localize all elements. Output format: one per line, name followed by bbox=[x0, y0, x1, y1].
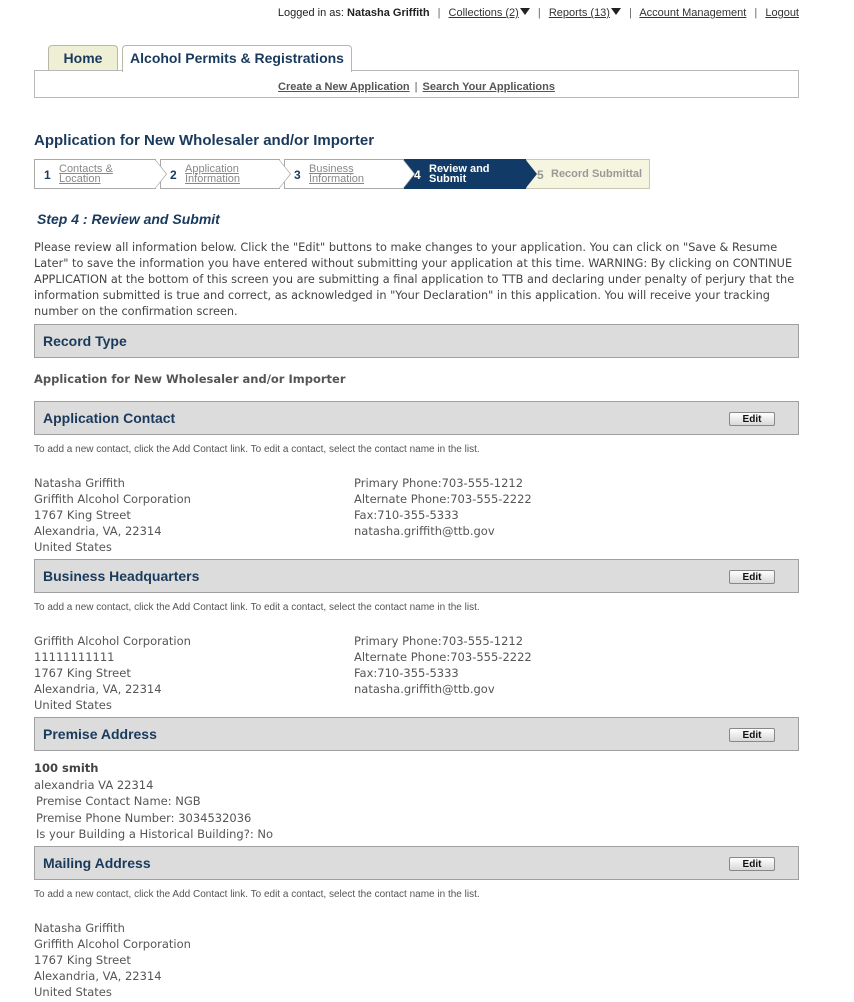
step-label: Application Information bbox=[185, 163, 241, 185]
create-application-link[interactable]: Create a New Application bbox=[278, 81, 410, 93]
step-heading: Step 4 : Review and Submit bbox=[37, 211, 220, 227]
premise-address-details bbox=[34, 760, 273, 843]
step-label: Review and Submit bbox=[429, 163, 490, 185]
step-contacts-location[interactable] bbox=[34, 159, 156, 189]
section-title: Application Contact bbox=[43, 410, 176, 426]
search-applications-link[interactable]: Search Your Applications bbox=[422, 81, 555, 93]
tab-alcohol-permits[interactable]: Alcohol Permits & Registrations bbox=[122, 45, 352, 72]
reports-link[interactable]: Reports (13) bbox=[548, 7, 610, 19]
mailing-address: Natasha Griffith Griffith Alcohol Corporation 1767 King Street Alexandria, VA, 22314 United States bbox=[34, 921, 191, 999]
contact-phones: Primary Phone:703-555-1212 Alternate Phone:703-555-2222 Fax:710-355-5333 natasha.griffith@ttb.gov bbox=[354, 476, 532, 538]
step-number: 2 bbox=[170, 168, 177, 182]
premise-address-header bbox=[34, 717, 799, 751]
hq-phones: Primary Phone:703-555-1212 Alternate Phone:703-555-2222 Fax:710-355-5333 natasha.griffith@ttb.gov bbox=[354, 634, 532, 696]
contact-address: Natasha Griffith Griffith Alcohol Corporation 1767 King Street Alexandria, VA, 22314 United States bbox=[34, 476, 191, 554]
record-type-value: Application for New Wholesaler and/or Importer bbox=[34, 372, 346, 386]
step-label: Record Submittal bbox=[551, 168, 643, 180]
step-number: 3 bbox=[294, 168, 301, 182]
edit-mailing-address-button[interactable]: Edit bbox=[729, 857, 775, 871]
edit-premise-address-button[interactable]: Edit bbox=[729, 728, 775, 742]
application-contact-header bbox=[34, 401, 799, 435]
premise-city: alexandria VA 22314 bbox=[34, 777, 154, 792]
section-title: Record Type bbox=[43, 333, 127, 349]
section-title: Business Headquarters bbox=[43, 568, 200, 584]
collections-link[interactable]: Collections (2) bbox=[448, 7, 519, 19]
business-headquarters-header bbox=[34, 559, 799, 593]
sub-navigation: Create a New Application | Search Your Applications bbox=[34, 70, 799, 98]
section-title: Premise Address bbox=[43, 726, 157, 742]
section-title: Mailing Address bbox=[43, 855, 151, 871]
user-name: Natasha Griffith bbox=[347, 7, 430, 19]
logged-in-label: Logged in as: bbox=[277, 7, 344, 19]
help-text: To add a new contact, click the Add Contact link. To edit a contact, select the contact name in the list. bbox=[34, 602, 480, 613]
reports-dropdown-icon[interactable] bbox=[611, 8, 621, 15]
step-record-submittal bbox=[526, 159, 650, 189]
record-type-header bbox=[34, 324, 799, 358]
tab-home[interactable]: Home bbox=[48, 45, 118, 71]
premise-contact-name: Premise Contact Name: NGB bbox=[36, 794, 201, 808]
step-application-information[interactable] bbox=[160, 159, 280, 189]
premise-phone: Premise Phone Number: 3034532036 bbox=[36, 810, 252, 825]
step-number: 5 bbox=[537, 168, 544, 182]
step-business-information[interactable] bbox=[284, 159, 404, 189]
help-text: To add a new contact, click the Add Contact link. To edit a contact, select the contact name in the list. bbox=[34, 889, 480, 900]
step-label: Business Information bbox=[309, 163, 365, 185]
edit-business-headquarters-button[interactable]: Edit bbox=[729, 570, 775, 584]
step-arrow-icon bbox=[525, 159, 537, 189]
page-title: Application for New Wholesaler and/or Importer bbox=[34, 132, 375, 149]
user-toolbar: Logged in as: Natasha Griffith | Collections (2) | Reports (13) | Account Management | Logout bbox=[277, 7, 799, 19]
premise-historical: Is your Building a Historical Building?: No bbox=[36, 827, 274, 841]
step-number: 1 bbox=[44, 168, 51, 182]
mailing-address-header bbox=[34, 846, 799, 880]
premise-street: 100 smith bbox=[34, 761, 99, 775]
hq-address: Griffith Alcohol Corporation 11111111111 1767 King Street Alexandria, VA, 22314 United States bbox=[34, 634, 191, 712]
step-number: 4 bbox=[414, 168, 421, 182]
step-review-submit-current bbox=[404, 159, 526, 189]
collections-dropdown-icon[interactable] bbox=[520, 8, 530, 15]
logout-link[interactable]: Logout bbox=[765, 7, 799, 19]
help-text: To add a new contact, click the Add Contact link. To edit a contact, select the contact name in the list. bbox=[34, 444, 480, 455]
instructions-text: Please review all information below. Click the "Edit" buttons to make changes to your application. You can click on "Save & Resume Later" to save the information you have entered without submitting your application at this time. WARNING: By clicking on CONTINUE APPLICATION at the bottom of this screen you are submitting a final application to TTB and declaring under penalty of perjury that the information submitted is true and correct, as acknowledged in "Your Declaration" in this application. You will receive your tracking number on the confirmation screen. bbox=[34, 241, 795, 318]
account-management-link[interactable]: Account Management bbox=[639, 7, 747, 19]
step-label: Contacts & Location bbox=[59, 163, 113, 185]
edit-application-contact-button[interactable]: Edit bbox=[729, 412, 775, 426]
